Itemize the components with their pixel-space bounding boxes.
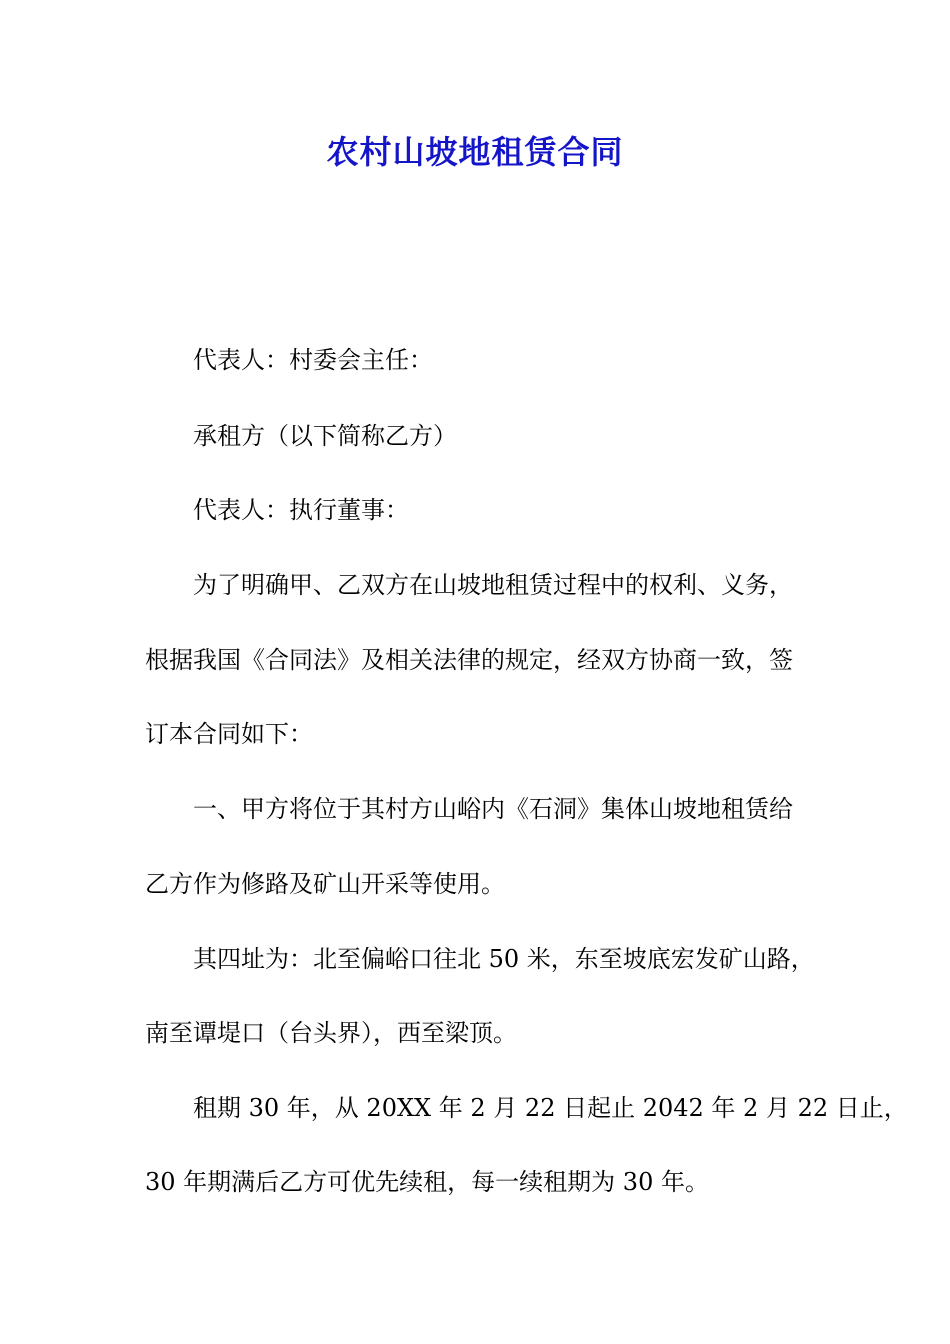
paragraph-line: 其四址为：北至偏峪口往北 50 米，东至坡底宏发矿山路， <box>193 945 815 973</box>
paragraph-line: 租期 30 年，从 20XX 年 2 月 22 日起止 2042 年 2 月 22 日止， <box>193 1094 908 1122</box>
paragraph-line: 代表人：村委会主任： <box>193 346 433 374</box>
paragraph-line: 订本合同如下： <box>145 720 313 748</box>
paragraph-line: 代表人：执行董事： <box>193 496 409 524</box>
paragraph-line: 乙方作为修路及矿山开采等使用。 <box>145 870 505 898</box>
paragraph-line: 一、甲方将位于其村方山峪内《石洞》集体山坡地租赁给 <box>193 795 793 823</box>
paragraph-line: 根据我国《合同法》及相关法律的规定，经双方协商一致，签 <box>145 646 793 674</box>
paragraph-line: 承租方（以下简称乙方） <box>193 422 457 450</box>
paragraph-line: 30 年期满后乙方可优先续租，每一续租期为 30 年。 <box>145 1168 709 1196</box>
paragraph-line: 南至谭堤口（台头界），西至梁顶。 <box>145 1019 517 1047</box>
paragraph-line: 为了明确甲、乙双方在山坡地租赁过程中的权利、义务， <box>193 571 793 599</box>
document-title: 农村山坡地租赁合同 <box>326 133 624 171</box>
